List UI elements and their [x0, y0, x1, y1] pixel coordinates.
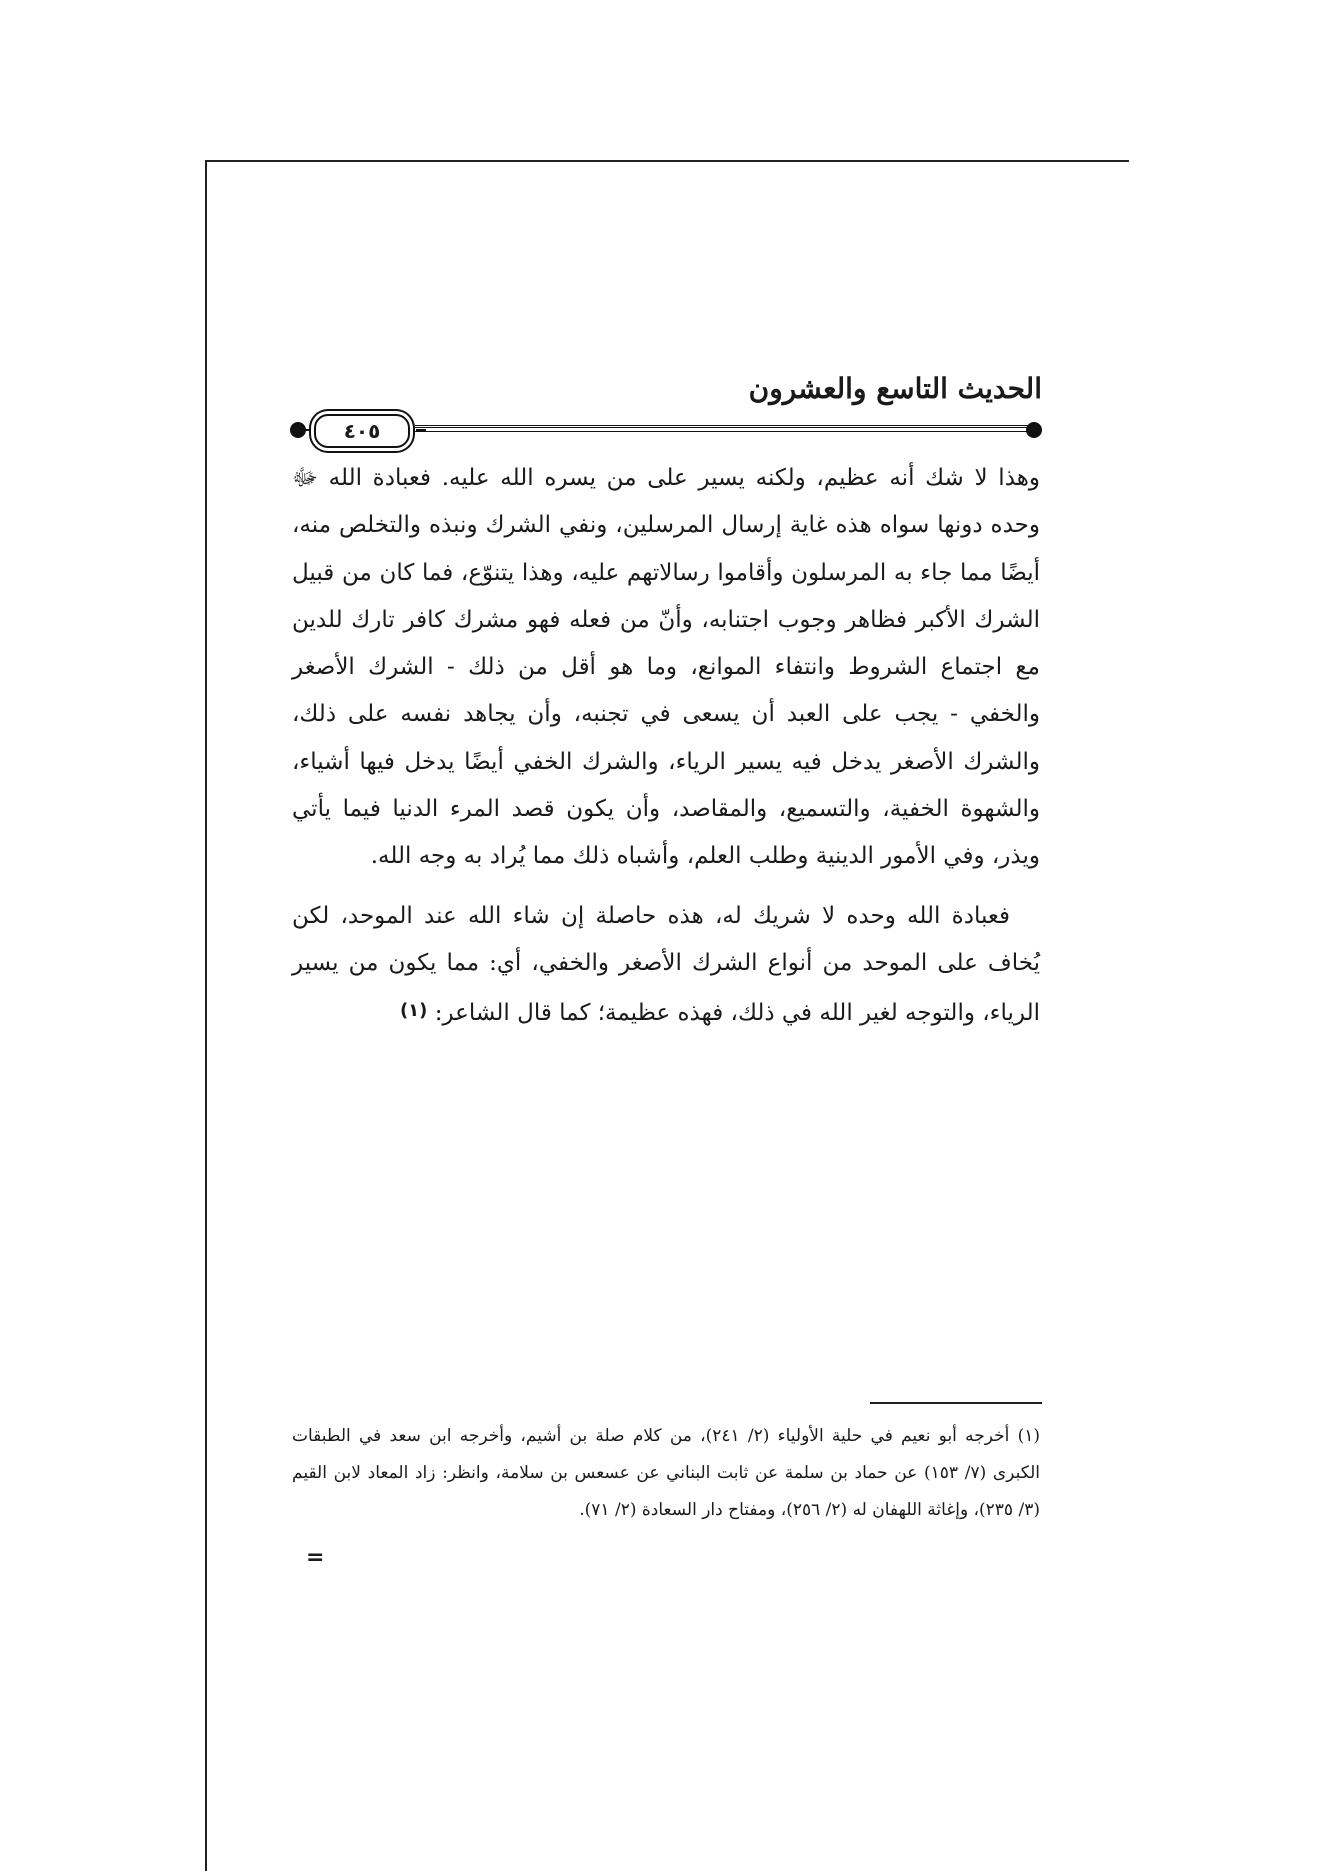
continuation-mark: = [306, 1545, 325, 1570]
footnote-text: (١) أخرجه أبو نعيم في حلية الأولياء (٢/ ٢٤١)، من كلام صلة بن أشيم، وأخرجه ابن سعد في الطبقات الكبرى (٧/ ١٥٣) عن حماد بن سلمة عن ثابت البناني عن عسعس بن سلامة، وانظر: زاد المعاد لابن القيم (٣/ ٢٣٥)، وإغاثة اللهفان له (٢/ ٢٥٦)، ومفتاح دار السعادة (٢/ ٧١). [292, 1426, 1041, 1520]
page-frame-left-border [205, 160, 207, 1871]
page-frame-top-border [205, 160, 1129, 162]
paragraph-2-text: فعبادة الله وحده لا شريك له، هذه حاصلة إن شاء الله عند الموحد، لكن يُخاف على الموحد من أنواع الشرك الأصغر والخفي، أي: مما يكون من يسير الرياء، والتوجه لغير الله في ذلك، فهذه عظيمة؛ كما قال الشاعر: [292, 902, 1040, 1027]
main-body-text [292, 455, 1040, 1038]
page-header [290, 372, 1042, 452]
header-ornament-rule [290, 416, 1042, 444]
chapter-title: الحديث التاسع والعشرون [748, 372, 1042, 405]
paragraph-1: وهذا لا شك أنه عظيم، ولكنه يسير على من يسره الله عليه. فعبادة الله ﷻ وحده دونها سواه هذه غاية إرسال المرسلين، ونفي الشرك ونبذه والتخلص منه، أيضًا مما جاء به المرسلون وأقاموا رسالاتهم عليه، وهذا يتنوّع، فما كان من قبيل الشرك الأكبر فظاهر وجوب اجتنابه، وأنّ من فعله فهو مشرك كافر تارك للدين مع اجتماع الشروط وانتفاء الموانع، وما هو أقل من ذلك - الشرك الأصغر والخفي - يجب على العبد أن يسعى في تجنبه، وأن يجاهد نفسه على ذلك، والشرك الأصغر يدخل فيه يسير الرياء، والشرك الخفي أيضًا يدخل فيها أشياء، والشهوة الخفية، والتسميع، والمقاصد، وأن يكون قصد المرء الدنيا فيما يأتي ويذر، وفي الأمور الدينية وطلب العلم، وأشباه ذلك مما يُراد به وجه الله. [292, 465, 1040, 870]
page-number: ٤٠٥ [314, 414, 410, 448]
right-ornament-dot-icon [1026, 422, 1042, 438]
paragraph-2 [292, 893, 1040, 1038]
footnote-separator [870, 1402, 1042, 1404]
header-double-line [415, 425, 1028, 432]
footnote-reference-marker[interactable]: (١) [399, 1000, 428, 1022]
page-box-left-tick [304, 429, 314, 431]
